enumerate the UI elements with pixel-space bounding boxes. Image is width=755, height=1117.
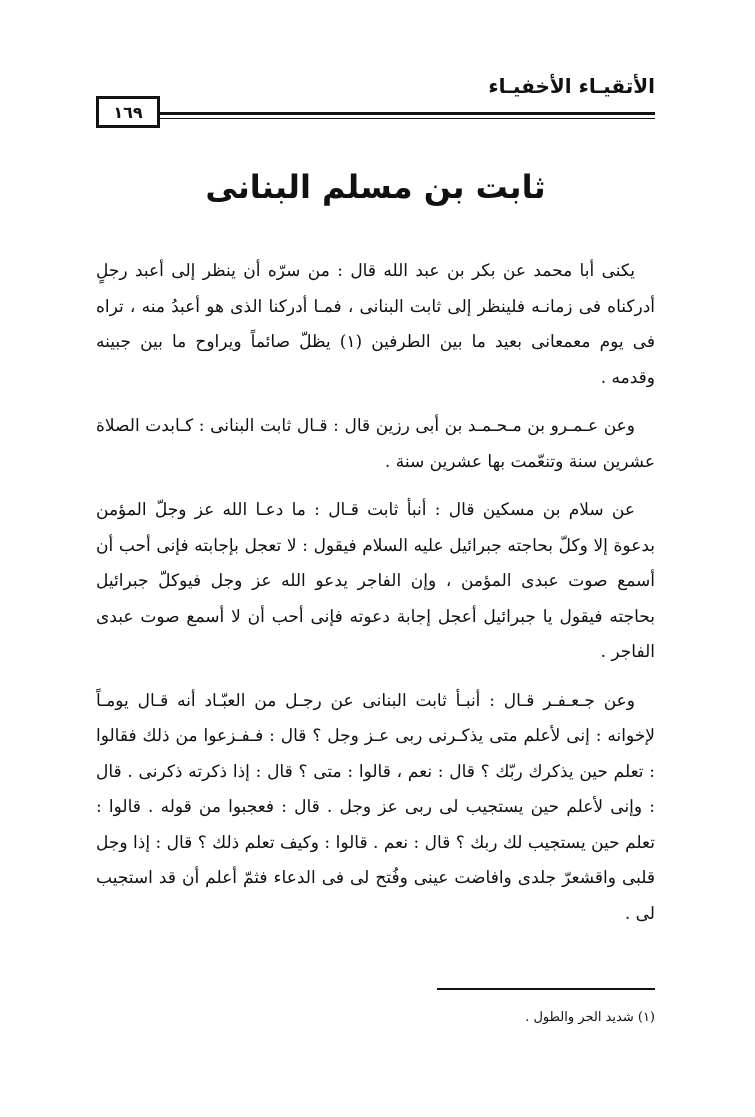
chapter-title: ثابت بن مسلم البنانى — [205, 168, 546, 206]
header-rule-thick — [96, 112, 655, 115]
page-number: ١٦٩ — [96, 96, 160, 128]
footnote: (١) شديد الحر والطول . — [525, 1010, 655, 1025]
running-header-title: الأتقيـاء الأخفيـاء — [488, 74, 655, 98]
header-rule-thin — [96, 118, 655, 119]
paragraph-2: وعن عـمـرو بن مـحـمـد بن أبى رزين قال : قـال ثابت البنانى : كـابدت الصلاة عشرين سنة وتنعّمت بها عشرين سنة . — [96, 416, 655, 472]
paragraph-1: يكنى أبا محمد عن بكر بن عبد الله قال : من سرّه أن ينظر إلى أعبد رجلٍ أدركناه فى زمانـه فلينظر إلى ثابت البنانى ، فمـا أدركنا الذى هو أعبدُ منه ، تراه فى يوم معمعانى بعيد ما بين الطرفين (١) يظلّ صائماً ويراوح ما بين جبينه وقدمه . — [96, 261, 655, 388]
paragraph-3: عن سلام بن مسكين قال : أنبأ ثابت قـال : ما دعـا الله عز وجلّ المؤمن بدعوة إلا وكلّ بحاجته جبرائيل عليه السلام فيقول : لا تعجل بإجابته فإنى أحب أن أسمع صوت عبدى المؤمن ، وإن الفاجر يدعو الله عز وجل فيوكلّ جبرائيل بحاجته فيقول يا جبرائيل أعجل إجابة دعوته فإنى أحب أن لا أسمع صوت عبدى الفاجر . — [96, 500, 655, 662]
body-text — [96, 254, 655, 945]
paragraph-4: وعن جـعـفـر قـال : أنبـأ ثابت البنانى عن رجـل من العبّـاد أنه قـال يومـاً لإخوانه : إنى لأعلم متى يذكـرنى ربى عـز وجل ؟ قال : فـفـزعوا من ذلك فقالوا : تعلم حين يذكرك ربّك ؟ قال : نعم ، قالوا : متى ؟ قال : إذا ذكرته ذكرنى . قال : وإنى لأعلم حين يستجيب لى ربى عز وجل . قال : فعجبوا من قوله . قالوا : تعلم حين يستجيب لك ربك ؟ قال : نعم . قالوا : وكيف تعلم ذلك ؟ قال : إذا وجل قلبى واقشعرّ جلدى وافاضت عينى وفُتح لى فى الدعاء فثمّ أعلم أن قد استجيب لى . — [96, 690, 656, 924]
footnote-separator — [437, 988, 655, 990]
